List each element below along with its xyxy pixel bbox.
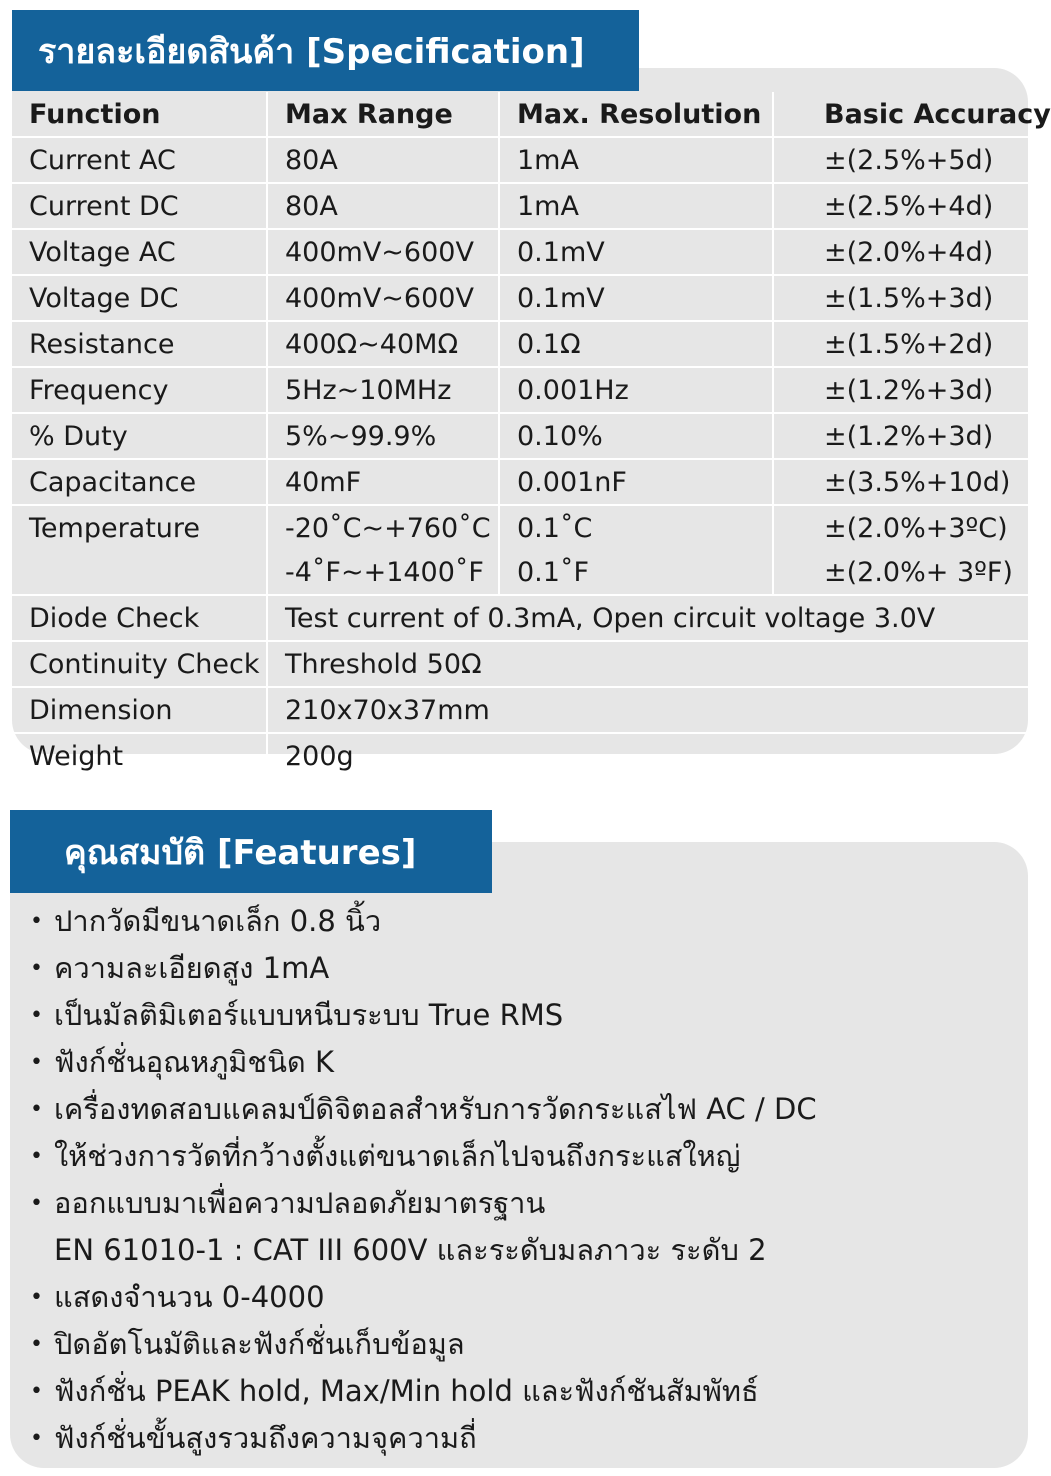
col-header-max-resolution: Max. Resolution [499, 92, 773, 137]
spec-title: รายละเอียดสินค้า [Specification] [12, 10, 639, 91]
cell-resolution: 0.10% [499, 413, 773, 459]
bullet-icon: • [30, 1285, 43, 1310]
list-item: • เป็นมัลติมิเตอร์แบบหนีบระบบ True RMS [28, 992, 1008, 1039]
cell-accuracy: ±(1.5%+2d) [773, 321, 1028, 367]
cell-function: Temperature [12, 505, 267, 550]
table-row [12, 505, 1028, 550]
bullet-icon: • [30, 1050, 43, 1075]
cell-accuracy: ±(2.5%+4d) [773, 183, 1028, 229]
bullet-icon: • [30, 909, 43, 934]
cell-accuracy: ±(2.5%+5d) [773, 137, 1028, 183]
list-item: • ออกแบบมาเพื่อความปลอดภัยมาตรฐาน EN 61010-1 : CAT III 600V และระดับมลภาวะ ระดับ 2 [28, 1180, 1008, 1274]
features-list [28, 898, 1008, 1462]
list-item-continuation: EN 61010-1 : CAT III 600V และระดับมลภาวะ ระดับ 2 [54, 1233, 767, 1267]
table-row [12, 550, 1028, 595]
bullet-icon: • [30, 1097, 43, 1122]
table-row [12, 687, 1028, 733]
bullet-icon: • [30, 1426, 43, 1451]
table-row [12, 459, 1028, 505]
cell-accuracy: ±(3.5%+10d) [773, 459, 1028, 505]
bullet-icon: • [30, 1003, 43, 1028]
list-item: • ให้ช่วงการวัดที่กว้างตั้งแต่ขนาดเล็กไปจนถึงกระแสใหญ่ [28, 1133, 1008, 1180]
table-row [12, 321, 1028, 367]
cell-function: Capacitance [12, 459, 267, 505]
cell-max-range: -20˚C~+760˚C [267, 505, 499, 550]
table-row [12, 413, 1028, 459]
cell-max-range: -4˚F~+1400˚F [267, 550, 499, 595]
cell-resolution: 0.1Ω [499, 321, 773, 367]
cell-resolution: 0.1mV [499, 275, 773, 321]
cell-resolution: 0.001nF [499, 459, 773, 505]
list-item: • ฟังก์ชั่นขั้นสูงรวมถึงความจุความถี่ [28, 1415, 1008, 1462]
cell-function: Dimension [12, 687, 267, 733]
table-row [12, 183, 1028, 229]
list-item: • ฟังก์ชั่นอุณหภูมิชนิด K [28, 1039, 1008, 1086]
cell-function [12, 550, 267, 595]
cell-resolution: 0.1˚C [499, 505, 773, 550]
table-header-row [12, 92, 1028, 137]
cell-max-range: 5Hz~10MHz [267, 367, 499, 413]
bullet-icon: • [30, 1191, 43, 1216]
bullet-icon: • [30, 956, 43, 981]
cell-max-range: 80A [267, 137, 499, 183]
cell-max-range: 40mF [267, 459, 499, 505]
cell-function: Current DC [12, 183, 267, 229]
list-item: • ความละเอียดสูง 1mA [28, 945, 1008, 992]
cell-function: Resistance [12, 321, 267, 367]
list-item: • เครื่องทดสอบแคลมป์ดิจิตอลสำหรับการวัดกระแสไฟ AC / DC [28, 1086, 1008, 1133]
cell-max-range: 400Ω~40MΩ [267, 321, 499, 367]
list-item: • ปิดอัตโนมัติและฟังก์ชั่นเก็บข้อมูล [28, 1321, 1008, 1368]
table-row [12, 595, 1028, 641]
bullet-icon: • [30, 1144, 43, 1169]
cell-resolution: 1mA [499, 137, 773, 183]
cell-accuracy: ±(1.2%+3d) [773, 413, 1028, 459]
cell-function: % Duty [12, 413, 267, 459]
cell-accuracy: ±(1.2%+3d) [773, 367, 1028, 413]
cell-accuracy: ±(1.5%+3d) [773, 275, 1028, 321]
cell-max-range: 5%~99.9% [267, 413, 499, 459]
spec-table [12, 92, 1051, 778]
cell-max-range: 400mV~600V [267, 275, 499, 321]
cell-function: Current AC [12, 137, 267, 183]
cell-resolution: 0.1˚F [499, 550, 773, 595]
table-row [12, 275, 1028, 321]
cell-accuracy: ±(2.0%+ 3ºF) [773, 550, 1028, 595]
features-title: คุณสมบัติ [Features] [10, 810, 492, 893]
cell-max-range: 400mV~600V [267, 229, 499, 275]
table-row [12, 137, 1028, 183]
cell-function: Voltage DC [12, 275, 267, 321]
cell-detail: Test current of 0.3mA, Open circuit voltage 3.0V [267, 595, 1028, 641]
cell-max-range: 80A [267, 183, 499, 229]
cell-resolution: 0.001Hz [499, 367, 773, 413]
cell-detail: 210x70x37mm [267, 687, 1028, 733]
list-item: • แสดงจำนวน 0-4000 [28, 1274, 1008, 1321]
cell-function: Frequency [12, 367, 267, 413]
cell-accuracy: ±(2.0%+4d) [773, 229, 1028, 275]
list-item: • ฟังก์ชั่น PEAK hold, Max/Min hold และฟังก์ชันสัมพัทธ์ [28, 1368, 1008, 1415]
table-row [12, 367, 1028, 413]
bullet-icon: • [30, 1332, 43, 1357]
cell-detail: Threshold 50Ω [267, 641, 1028, 687]
cell-function: Diode Check [12, 595, 267, 641]
bullet-icon: • [30, 1379, 43, 1404]
table-row [12, 641, 1028, 687]
col-header-max-range: Max Range [267, 92, 499, 137]
cell-accuracy: ±(2.0%+3ºC) [824, 512, 1008, 544]
col-header-function: Function [12, 92, 267, 137]
cell-function: Weight [12, 733, 267, 778]
cell-function: Continuity Check [12, 641, 267, 687]
cell-function: Voltage AC [12, 229, 267, 275]
cell-resolution: 0.1mV [499, 229, 773, 275]
list-item: • ปากวัดมีขนาดเล็ก 0.8 นิ้ว [28, 898, 1008, 945]
table-row [12, 733, 1028, 778]
cell-resolution: 1mA [499, 183, 773, 229]
col-header-basic-accuracy: Basic Accuracy [773, 92, 1028, 137]
table-row [12, 229, 1028, 275]
cell-detail: 200g [285, 740, 354, 772]
